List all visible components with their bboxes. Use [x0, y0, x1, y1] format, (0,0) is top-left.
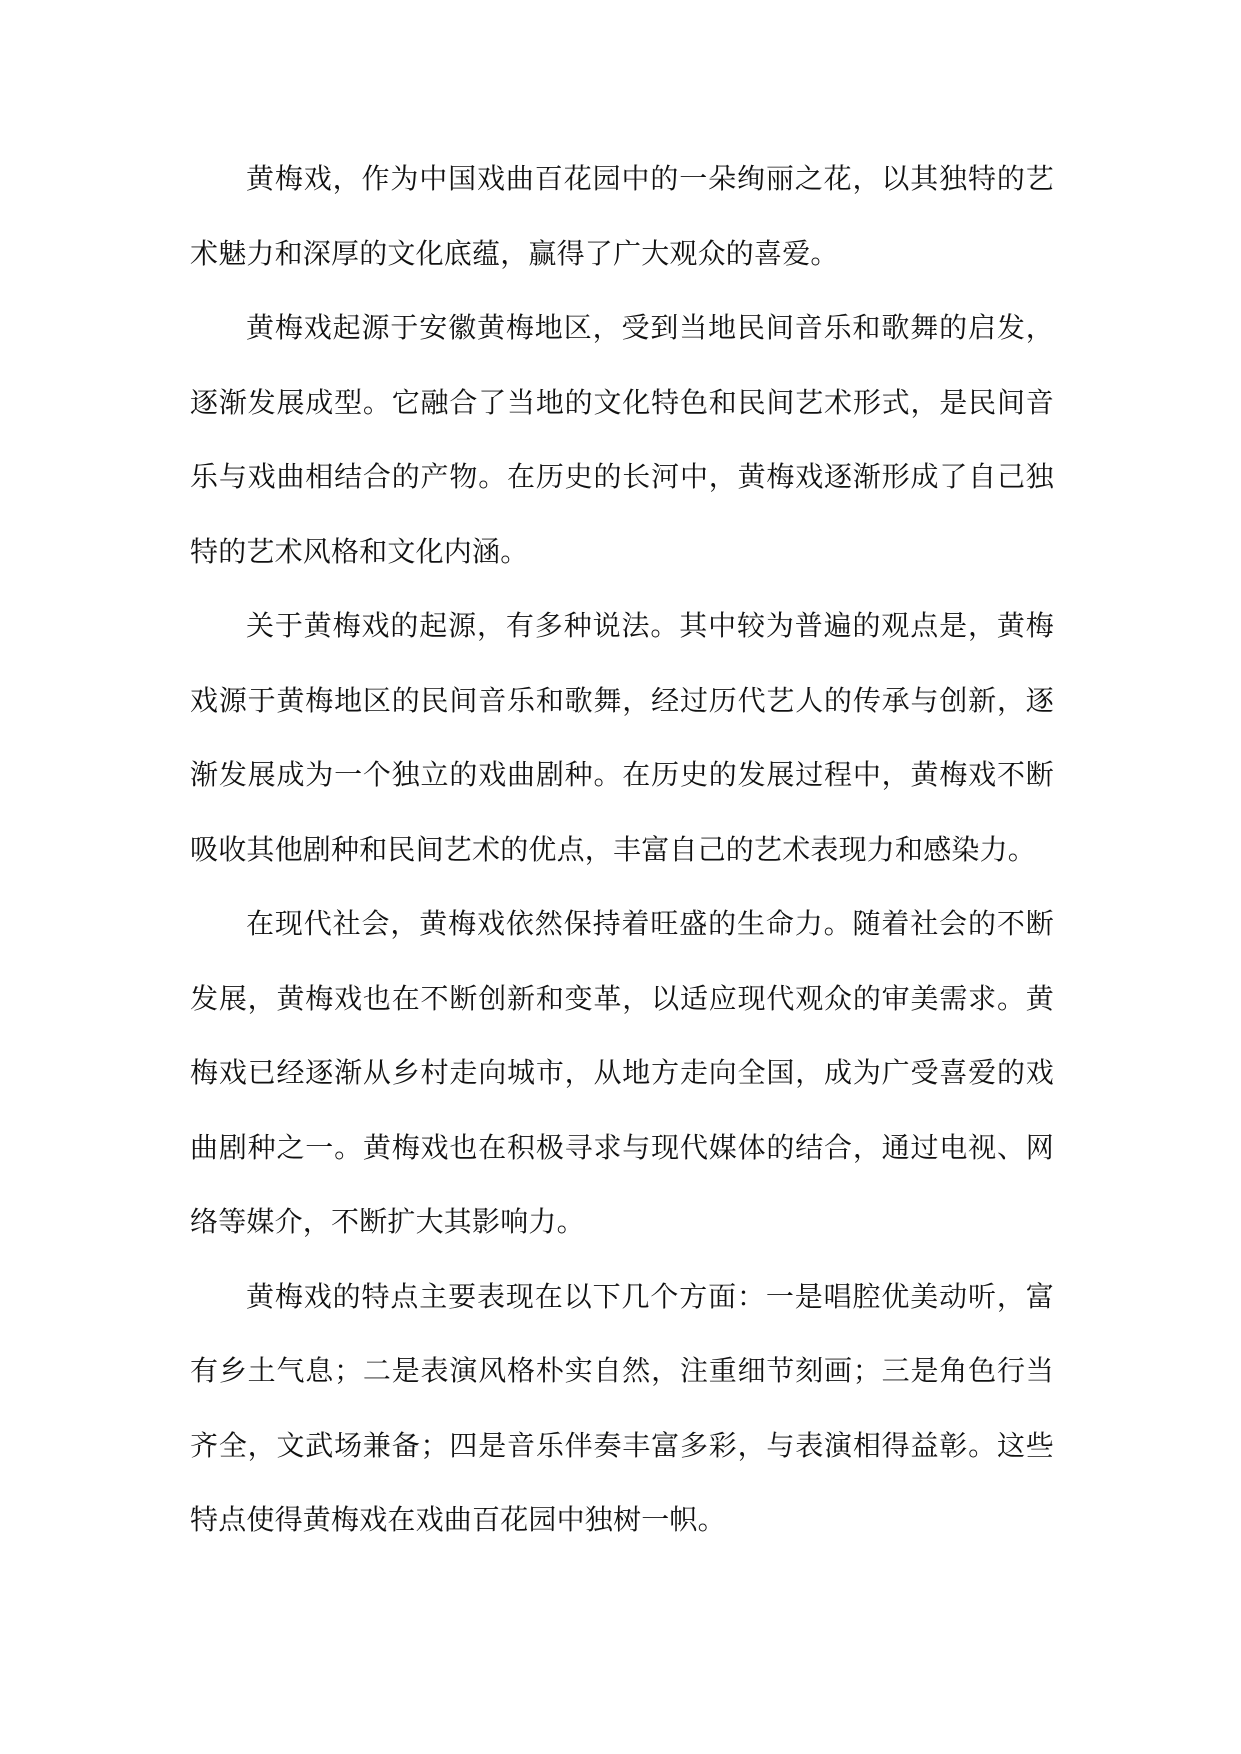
paragraph-features: 黄梅戏的特点主要表现在以下几个方面：一是唱腔优美动听，富有乡土气息；二是表演风格朴实自然，注重细节刻画；三是角色行当齐全，文武场兼备；四是音乐伴奏丰富多彩，与表演相得益彰。这些特点使得黄梅戏在戏曲百花园中独树一帜。: [190, 1279, 1054, 1536]
paragraph-origin: 黄梅戏起源于安徽黄梅地区，受到当地民间音乐和歌舞的启发，逐渐发展成型。它融合了当地的文化特色和民间艺术形式，是民间音乐与戏曲相结合的产物。在历史的长河中，黄梅戏逐渐形成了自己独特的艺术风格和文化内涵。: [190, 311, 1054, 568]
paragraph-modern: 在现代社会，黄梅戏依然保持着旺盛的生命力。随着社会的不断发展，黄梅戏也在不断创新和变革，以适应现代观众的审美需求。黄梅戏已经逐渐从乡村走向城市，从地方走向全国，成为广受喜爱的戏曲剧种之一。黄梅戏也在积极寻求与现代媒体的结合，通过电视、网络等媒介，不断扩大其影响力。: [190, 907, 1054, 1238]
paragraph-intro: 黄梅戏，作为中国戏曲百花园中的一朵绚丽之花，以其独特的艺术魅力和深厚的文化底蕴，赢得了广大观众的喜爱。: [190, 162, 1054, 270]
document-body: [190, 142, 1054, 1558]
paragraph-origin-theories: 关于黄梅戏的起源，有多种说法。其中较为普遍的观点是，黄梅戏源于黄梅地区的民间音乐和歌舞，经过历代艺人的传承与创新，逐渐发展成为一个独立的戏曲剧种。在历史的发展过程中，黄梅戏不断吸收其他剧种和民间艺术的优点，丰富自己的艺术表现力和感染力。: [190, 609, 1054, 866]
